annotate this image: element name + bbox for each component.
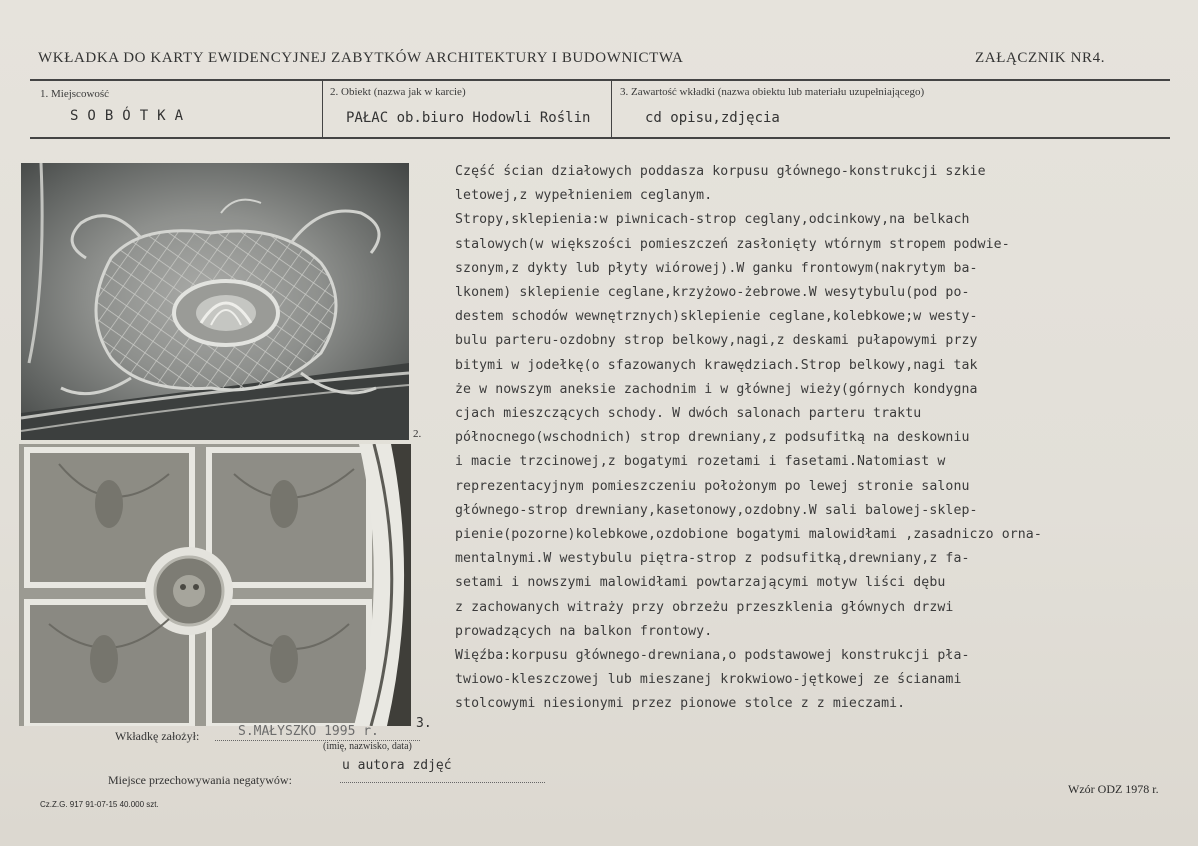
painted-ceiling-photo bbox=[19, 444, 411, 726]
description-line: destem schodów wewnętrznych)sklepienie ceglane,kolebkowe;w westy- bbox=[455, 309, 978, 325]
photo2-number: 3. bbox=[416, 716, 432, 731]
description-line: Więźba:korpusu głównego-drewniana,o podstawowej konstrukcji pła- bbox=[455, 648, 970, 664]
description-line: letowej,z wypełnieniem ceglanym. bbox=[455, 188, 713, 204]
content-label: 3. Zawartość wkładki (nazwa obiektu lub materiału uzupełniającego) bbox=[620, 86, 925, 98]
stucco-ornament-icon bbox=[21, 163, 409, 440]
description-line: stalowych(w większości pomieszczeń zasłonięty wtórnym stropem podwie- bbox=[455, 236, 1010, 252]
painted-rosette-icon bbox=[19, 444, 411, 726]
description-text bbox=[455, 160, 1155, 717]
description-line: Stropy,sklepienia:w piwnicach-strop ceglany,odcinkowy,na belkach bbox=[455, 212, 970, 228]
top-rule bbox=[30, 79, 1170, 81]
place-value: SOBÓTKA bbox=[70, 108, 193, 124]
description-line: szonym,z dykty lub płyty wiórowej).W ganku frontowym(nakrytym ba- bbox=[455, 260, 978, 276]
author-value: S.MAŁYSZKO 1995 r. bbox=[238, 724, 379, 739]
description-line: lkonem) sklepienie ceglane,krzyżowo-żebrowe.W wesytybulu(pod po- bbox=[455, 285, 970, 301]
description-line: bulu parteru-ozdobny strop belkowy,nagi,z deskami pułapowymi przy bbox=[455, 333, 978, 349]
negatives-label: Miejsce przechowywania negatywów: bbox=[108, 773, 292, 787]
description-line: Część ścian działowych poddasza korpusu głównego-konstrukcji szkie bbox=[455, 164, 986, 179]
description-line: głównego-strop drewniany,kasetonowy,ozdobny.W sali balowej-sklep- bbox=[455, 502, 978, 518]
content-value: cd opisu,zdjęcia bbox=[645, 110, 780, 126]
description-line: twiowo-kleszczowej lub mieszanej krokwiowo-jętkowej ze ścianami bbox=[455, 672, 962, 688]
print-code: Cz.Z.G. 917 91-07-15 40.000 szt. bbox=[40, 800, 159, 809]
description-line: bitymi w jodełkę(o sfazowanych krawędziach.Strop belkowy,nagi tak bbox=[455, 357, 978, 373]
object-value: PAŁAC ob.biuro Hodowli Roślin bbox=[346, 110, 591, 126]
description-line: setami i nowszymi malowidłami powtarzającymi motyw liści dębu bbox=[455, 575, 946, 591]
description-line: pienie(pozorne)kolebkowe,ozdobione bogatymi malowidłami ,zasadniczo orna- bbox=[455, 527, 1042, 543]
fields-bottom-rule bbox=[30, 137, 1170, 139]
description-line: mentalnymi.W westybulu piętra-strop z podsufitką,drewniany,z fa- bbox=[455, 551, 970, 567]
field-divider-2 bbox=[611, 80, 612, 138]
description-line: z zachowanych witraży przy obrzeżu przeszklenia głównych drzwi bbox=[455, 599, 954, 615]
negatives-dotline bbox=[340, 782, 545, 783]
photo1-number: 2. bbox=[413, 428, 422, 440]
annex-number: ZAŁĄCZNIK NR4. bbox=[975, 50, 1106, 66]
card-title: WKŁADKA DO KARTY EWIDENCYJNEJ ZABYTKÓW ARCHITEKTURY I BUDOWNICTWA bbox=[38, 50, 684, 66]
description-line: prowadzących na balkon frontowy. bbox=[455, 623, 713, 639]
ceiling-stucco-photo bbox=[21, 163, 409, 440]
negatives-value: u autora zdjęć bbox=[342, 758, 452, 773]
description-line: i macie trzcinowej,z bogatymi rozetami i fasetami.Natomiast w bbox=[455, 454, 946, 470]
description-line: reprezentacyjnym pomieszczeniu położonym po lewej stronie salonu bbox=[455, 478, 970, 494]
author-hint: (imię, nazwisko, data) bbox=[323, 741, 412, 752]
field-divider-1 bbox=[322, 80, 323, 138]
author-label: Wkładkę założył: bbox=[115, 729, 200, 743]
description-line: że w nowszym aneksie zachodnim i w głównej wieży(górnych kondygna bbox=[455, 381, 978, 397]
form-model: Wzór ODZ 1978 r. bbox=[1068, 782, 1159, 796]
description-line: cjach mieszczących schody. W dwóch salonach parteru traktu bbox=[455, 406, 922, 422]
place-label: 1. Miejscowość bbox=[40, 88, 110, 100]
description-line: stolcowymi niesionymi przez pionowe stolce z z mieczami. bbox=[455, 696, 906, 712]
description-line: północnego(wschodnich) strop drewniany,z podsufitką na deskowniu bbox=[455, 430, 970, 446]
object-label: 2. Obiekt (nazwa jak w karcie) bbox=[330, 86, 466, 98]
